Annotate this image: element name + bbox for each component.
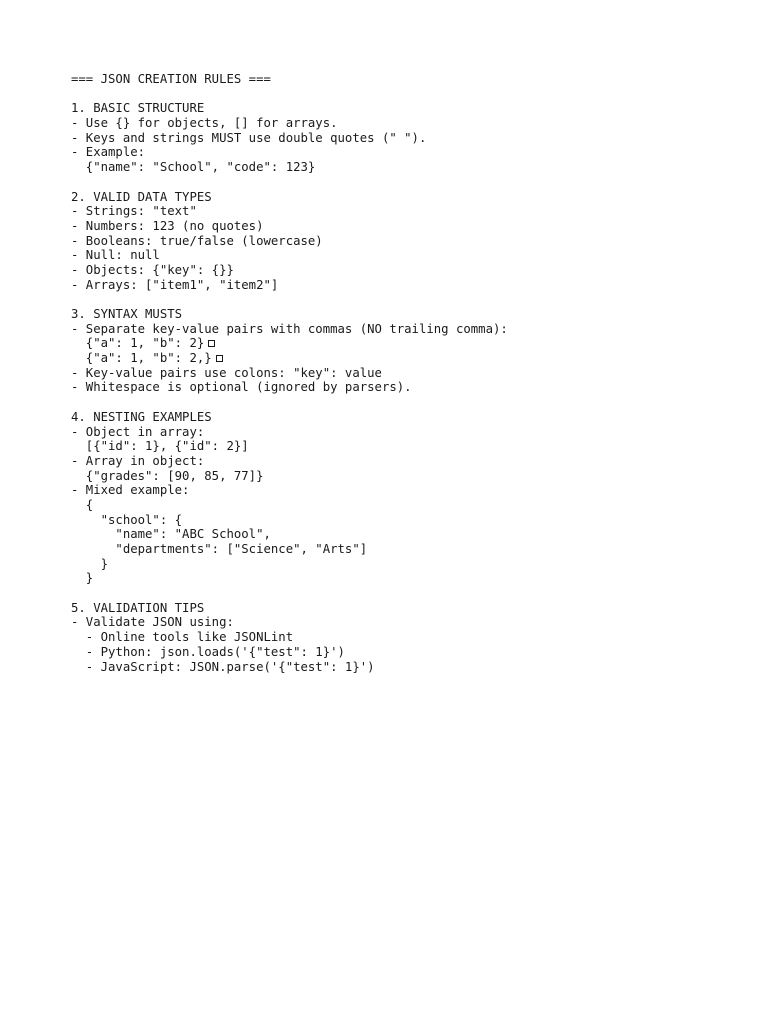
document-page xyxy=(71,72,731,674)
list-item: - Keys and strings MUST use double quotes (" "). xyxy=(71,130,427,145)
list-item: - Numbers: 123 (no quotes) xyxy=(71,218,264,233)
blank-line xyxy=(71,395,731,410)
section-heading-nesting-examples: 4. NESTING EXAMPLES xyxy=(71,409,212,424)
code-example: "school": { xyxy=(71,512,183,527)
code-example: { xyxy=(71,497,94,512)
code-example-text: {"a": 1, "b": 2,} xyxy=(71,351,212,366)
sub-list-item: - JavaScript: JSON.parse('{"test": 1}') xyxy=(71,659,375,674)
list-item: - Validate JSON using: xyxy=(71,615,234,630)
code-example: "name": "ABC School", xyxy=(71,527,271,542)
list-item: - Strings: "text" xyxy=(71,204,197,219)
list-item: - Null: null xyxy=(71,248,160,263)
code-example: } xyxy=(71,571,94,586)
code-example: [{"id": 1}, {"id": 2}] xyxy=(71,439,249,454)
section-heading-validation-tips: 5. VALIDATION TIPS xyxy=(71,600,205,615)
blank-line xyxy=(71,586,731,601)
code-example-valid xyxy=(71,336,731,351)
list-item: - Array in object: xyxy=(71,453,205,468)
list-item: - Whitespace is optional (ignored by parsers). xyxy=(71,380,412,395)
list-item: - Separate key-value pairs with commas (NO trailing comma): xyxy=(71,321,508,336)
code-example: } xyxy=(71,556,109,571)
list-item: - Objects: {"key": {}} xyxy=(71,262,234,277)
blank-line xyxy=(71,292,731,307)
section-heading-valid-data-types: 2. VALID DATA TYPES xyxy=(71,189,212,204)
list-item: - Booleans: true/false (lowercase) xyxy=(71,233,323,248)
code-example-text: {"a": 1, "b": 2} xyxy=(71,336,205,351)
blank-line xyxy=(71,175,731,190)
sub-list-item: - Python: json.loads('{"test": 1}') xyxy=(71,644,345,659)
list-item: - Use {} for objects, [] for arrays. xyxy=(71,116,338,131)
code-example-invalid xyxy=(71,351,731,366)
list-item: - Mixed example: xyxy=(71,483,190,498)
code-example: {"name": "School", "code": 123} xyxy=(71,160,316,175)
missing-glyph-icon xyxy=(216,355,223,362)
code-example: "departments": ["Science", "Arts"] xyxy=(71,542,368,556)
list-item: - Key-value pairs use colons: "key": value xyxy=(71,365,382,380)
document-title: === JSON CREATION RULES === xyxy=(71,72,271,86)
list-item: - Object in array: xyxy=(71,424,205,439)
missing-glyph-icon xyxy=(208,340,215,347)
section-heading-basic-structure: 1. BASIC STRUCTURE xyxy=(71,101,205,116)
list-item: - Arrays: ["item1", "item2"] xyxy=(71,277,279,292)
section-heading-syntax-musts: 3. SYNTAX MUSTS xyxy=(71,307,183,321)
code-example: {"grades": [90, 85, 77]} xyxy=(71,468,264,483)
list-item: - Example: xyxy=(71,145,146,160)
sub-list-item: - Online tools like JSONLint xyxy=(71,630,294,645)
blank-line xyxy=(71,87,731,102)
